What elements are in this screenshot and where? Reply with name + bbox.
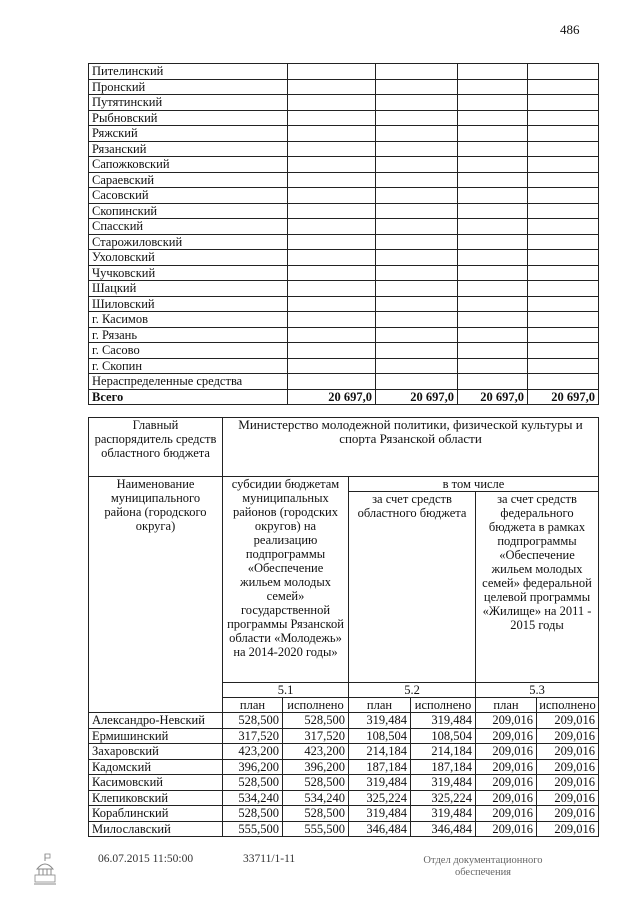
value-cell	[376, 203, 458, 219]
municipality-name: Милославский	[89, 821, 223, 837]
housing-subsidy-table	[88, 417, 599, 837]
value-cell: 528,500	[223, 806, 283, 822]
value-cell: 319,484	[349, 775, 411, 791]
regional-budget-header: за счет средств областного бюджета	[349, 492, 476, 683]
value-cell: 317,520	[223, 728, 283, 744]
municipality-name: г. Касимов	[89, 312, 288, 328]
table-row	[89, 79, 599, 95]
value-cell: 346,484	[349, 821, 411, 837]
value-cell	[288, 281, 376, 297]
value-cell: 528,500	[283, 713, 349, 729]
value-cell	[458, 203, 528, 219]
value-cell: 209,016	[476, 790, 537, 806]
table-row	[89, 265, 599, 281]
table-row	[89, 806, 599, 822]
table-row	[89, 775, 599, 791]
municipality-name: Нераспределенные средства	[89, 374, 288, 390]
value-cell	[376, 188, 458, 204]
value-cell	[458, 110, 528, 126]
value-cell	[376, 296, 458, 312]
value-cell	[528, 265, 599, 281]
value-cell: 319,484	[411, 775, 476, 791]
value-cell	[528, 172, 599, 188]
municipality-name: Кадомский	[89, 759, 223, 775]
value-cell: 528,500	[223, 713, 283, 729]
municipality-name: Ухоловский	[89, 250, 288, 266]
value-cell: 187,184	[411, 759, 476, 775]
page-number: 486	[560, 22, 580, 37]
value-cell: 214,184	[411, 744, 476, 760]
table-row	[89, 296, 599, 312]
footer-doc-number: 33711/1-11	[243, 853, 296, 865]
value-cell: 528,500	[283, 775, 349, 791]
value-cell	[288, 203, 376, 219]
value-cell	[458, 95, 528, 111]
value-cell: 325,224	[411, 790, 476, 806]
value-cell	[528, 312, 599, 328]
total-label: Всего	[89, 389, 288, 405]
value-cell: 209,016	[537, 728, 599, 744]
municipality-header: Наименование муниципального района (городского округа)	[89, 477, 223, 713]
code-5-2: 5.2	[349, 683, 476, 698]
table-row	[89, 790, 599, 806]
distributor-label: Главный распорядитель средств областного бюджета	[89, 418, 223, 477]
table-row	[89, 728, 599, 744]
table-row	[89, 110, 599, 126]
value-cell	[288, 234, 376, 250]
value-cell: 396,200	[283, 759, 349, 775]
value-cell	[528, 79, 599, 95]
value-cell	[458, 126, 528, 142]
table-row	[89, 744, 599, 760]
value-cell	[528, 327, 599, 343]
value-cell	[458, 188, 528, 204]
value-cell	[528, 110, 599, 126]
value-cell	[376, 110, 458, 126]
value-cell: 534,240	[283, 790, 349, 806]
value-cell: 528,500	[223, 775, 283, 791]
table-row	[89, 172, 599, 188]
municipality-name: Шацкий	[89, 281, 288, 297]
value-cell	[288, 343, 376, 359]
value-cell: 209,016	[476, 821, 537, 837]
value-cell: 209,016	[537, 775, 599, 791]
value-cell	[528, 64, 599, 80]
value-cell	[458, 358, 528, 374]
code-5-1: 5.1	[223, 683, 349, 698]
table-row	[89, 95, 599, 111]
total-value: 20 697,0	[528, 389, 599, 405]
municipality-name: Касимовский	[89, 775, 223, 791]
value-cell	[288, 188, 376, 204]
value-cell	[288, 327, 376, 343]
municipality-name: Кораблинский	[89, 806, 223, 822]
done-header: исполнено	[283, 698, 349, 713]
table-row	[89, 358, 599, 374]
value-cell: 214,184	[349, 744, 411, 760]
done-header: исполнено	[411, 698, 476, 713]
value-cell	[458, 327, 528, 343]
distributor-row	[89, 418, 599, 477]
municipality-name: Сапожковский	[89, 157, 288, 173]
municipality-name: Рязанский	[89, 141, 288, 157]
value-cell	[458, 374, 528, 390]
value-cell	[376, 343, 458, 359]
value-cell	[458, 281, 528, 297]
value-cell: 423,200	[223, 744, 283, 760]
value-cell: 319,484	[349, 713, 411, 729]
plan-header: план	[349, 698, 411, 713]
value-cell	[288, 358, 376, 374]
value-cell	[528, 219, 599, 235]
value-cell	[458, 172, 528, 188]
value-cell	[528, 188, 599, 204]
table-row	[89, 250, 599, 266]
table-row	[89, 281, 599, 297]
value-cell	[458, 219, 528, 235]
municipality-name: Спасский	[89, 219, 288, 235]
value-cell	[376, 281, 458, 297]
value-cell	[288, 312, 376, 328]
value-cell: 319,484	[411, 806, 476, 822]
table-row	[89, 188, 599, 204]
table-row	[89, 759, 599, 775]
including-header: в том числе	[349, 477, 599, 492]
value-cell	[458, 250, 528, 266]
municipal-table-continued	[88, 63, 599, 405]
value-cell: 423,200	[283, 744, 349, 760]
value-cell: 325,224	[349, 790, 411, 806]
value-cell	[458, 79, 528, 95]
value-cell: 187,184	[349, 759, 411, 775]
value-cell	[288, 79, 376, 95]
done-header: исполнено	[537, 698, 599, 713]
value-cell	[458, 64, 528, 80]
value-cell	[376, 312, 458, 328]
value-cell	[288, 110, 376, 126]
value-cell	[376, 250, 458, 266]
value-cell	[528, 141, 599, 157]
value-cell	[528, 343, 599, 359]
value-cell: 209,016	[476, 713, 537, 729]
value-cell: 555,500	[283, 821, 349, 837]
code-5-3: 5.3	[476, 683, 599, 698]
value-cell	[458, 296, 528, 312]
value-cell	[376, 265, 458, 281]
value-cell	[376, 79, 458, 95]
table-row	[89, 713, 599, 729]
value-cell: 108,504	[349, 728, 411, 744]
value-cell: 209,016	[476, 806, 537, 822]
value-cell	[376, 234, 458, 250]
value-cell	[528, 95, 599, 111]
value-cell	[376, 172, 458, 188]
value-cell: 209,016	[537, 759, 599, 775]
federal-budget-header: за счет средств федерального бюджета в рамках подпрограммы «Обеспечение жильем молодых семей» федеральной целевой программы «Жилище» на 2011 - 2015 годы	[476, 492, 599, 683]
municipality-name: Скопинский	[89, 203, 288, 219]
value-cell: 209,016	[476, 728, 537, 744]
value-cell	[458, 343, 528, 359]
value-cell	[528, 234, 599, 250]
value-cell	[376, 157, 458, 173]
value-cell	[288, 374, 376, 390]
municipality-name: г. Сасово	[89, 343, 288, 359]
value-cell: 209,016	[537, 821, 599, 837]
table-row	[89, 126, 599, 142]
value-cell	[288, 141, 376, 157]
table-row	[89, 312, 599, 328]
value-cell	[528, 374, 599, 390]
total-value: 20 697,0	[288, 389, 376, 405]
value-cell: 209,016	[537, 790, 599, 806]
value-cell: 555,500	[223, 821, 283, 837]
value-cell	[288, 126, 376, 142]
value-cell	[288, 172, 376, 188]
municipality-name: Сараевский	[89, 172, 288, 188]
municipality-name: Александро-Невский	[89, 713, 223, 729]
municipality-name: Пителинский	[89, 64, 288, 80]
total-value: 20 697,0	[376, 389, 458, 405]
value-cell	[458, 157, 528, 173]
value-cell	[528, 157, 599, 173]
municipality-name: Клепиковский	[89, 790, 223, 806]
municipality-name: Захаровский	[89, 744, 223, 760]
distributor-value: Министерство молодежной политики, физической культуры и спорта Рязанской области	[223, 418, 599, 477]
value-cell	[376, 374, 458, 390]
municipality-name: Чучковский	[89, 265, 288, 281]
table-row	[89, 343, 599, 359]
municipality-name: Шиловский	[89, 296, 288, 312]
duma-building-icon	[34, 852, 56, 886]
table-row	[89, 203, 599, 219]
municipality-name: Путятинский	[89, 95, 288, 111]
value-cell	[528, 203, 599, 219]
value-cell	[376, 327, 458, 343]
value-cell	[528, 126, 599, 142]
value-cell	[288, 250, 376, 266]
plan-header: план	[223, 698, 283, 713]
value-cell	[376, 358, 458, 374]
table-row	[89, 141, 599, 157]
plan-header: план	[476, 698, 537, 713]
table-row	[89, 374, 599, 390]
value-cell: 209,016	[476, 759, 537, 775]
value-cell: 108,504	[411, 728, 476, 744]
value-cell: 396,200	[223, 759, 283, 775]
municipality-name: Старожиловский	[89, 234, 288, 250]
value-cell: 319,484	[349, 806, 411, 822]
table-row	[89, 219, 599, 235]
value-cell	[458, 234, 528, 250]
footer-datetime: 06.07.2015 11:50:00	[98, 853, 194, 865]
value-cell	[458, 141, 528, 157]
value-cell	[376, 126, 458, 142]
value-cell	[288, 64, 376, 80]
value-cell: 209,016	[476, 775, 537, 791]
value-cell	[288, 157, 376, 173]
value-cell: 528,500	[283, 806, 349, 822]
municipality-name: Сасовский	[89, 188, 288, 204]
municipality-name: Ряжский	[89, 126, 288, 142]
value-cell	[288, 296, 376, 312]
table-row	[89, 64, 599, 80]
table-row	[89, 234, 599, 250]
value-cell	[528, 296, 599, 312]
value-cell	[528, 358, 599, 374]
table-row	[89, 327, 599, 343]
total-row	[89, 389, 599, 405]
value-cell: 209,016	[537, 713, 599, 729]
table-row	[89, 821, 599, 837]
value-cell: 209,016	[476, 744, 537, 760]
value-cell: 319,484	[411, 713, 476, 729]
value-cell	[458, 312, 528, 328]
value-cell: 317,520	[283, 728, 349, 744]
value-cell	[288, 95, 376, 111]
value-cell: 346,484	[411, 821, 476, 837]
municipality-name: Пронский	[89, 79, 288, 95]
total-value: 20 697,0	[458, 389, 528, 405]
municipality-name: Рыбновский	[89, 110, 288, 126]
value-cell	[376, 141, 458, 157]
value-cell	[376, 219, 458, 235]
value-cell	[376, 64, 458, 80]
municipality-name: Ермишинский	[89, 728, 223, 744]
value-cell	[376, 95, 458, 111]
footer-department: Отдел документационного обеспечения	[423, 855, 543, 878]
subsidy-header: субсидии бюджетам муниципальных районов (городских округов) на реализацию подпрограммы «Обеспечение жильем молодых семей» государственной программы Рязанской области «Молодежь» на 2014-2020 годы»	[223, 477, 349, 683]
value-cell	[458, 265, 528, 281]
table-row	[89, 157, 599, 173]
municipality-name: г. Рязань	[89, 327, 288, 343]
value-cell	[288, 265, 376, 281]
municipality-name: г. Скопин	[89, 358, 288, 374]
value-cell	[528, 281, 599, 297]
value-cell	[528, 250, 599, 266]
value-cell	[288, 219, 376, 235]
value-cell: 534,240	[223, 790, 283, 806]
value-cell: 209,016	[537, 744, 599, 760]
value-cell: 209,016	[537, 806, 599, 822]
